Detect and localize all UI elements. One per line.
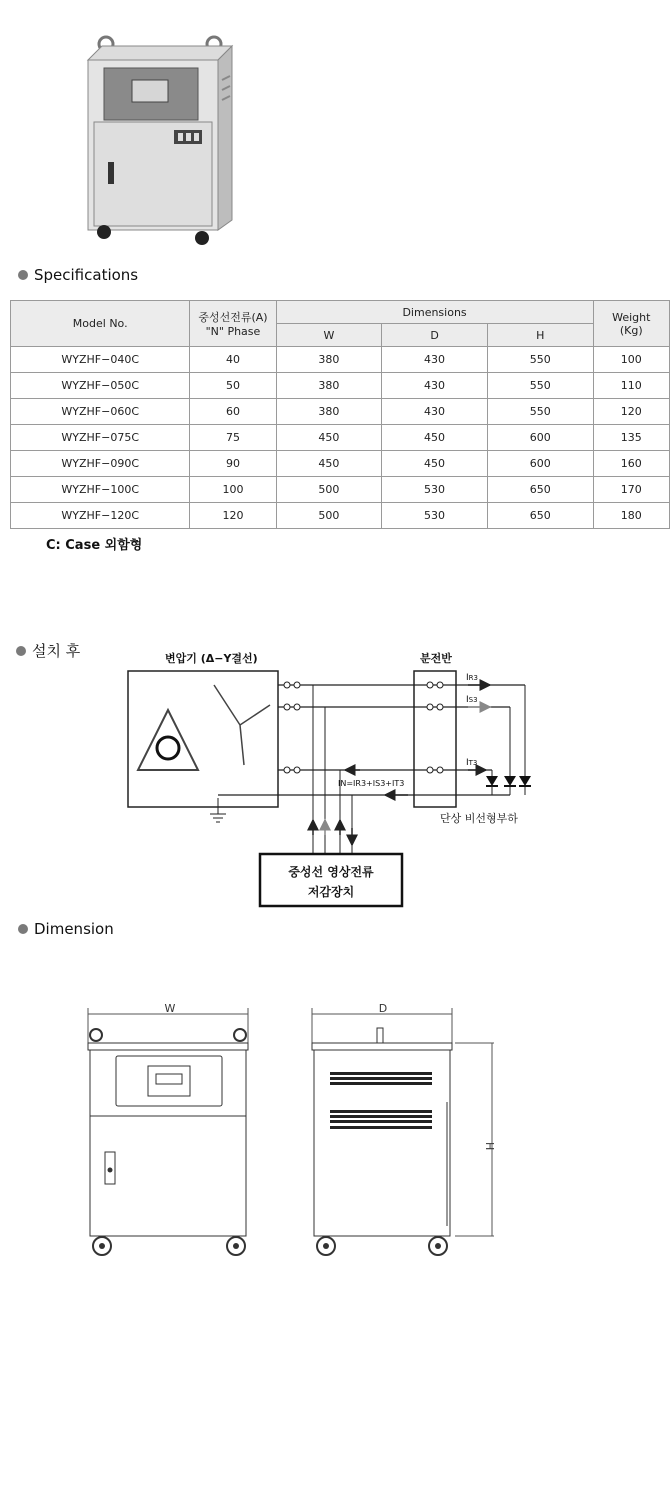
cell-weight: 120	[593, 399, 669, 425]
header-current	[190, 301, 276, 347]
depth-label: D	[378, 1002, 388, 1015]
ir3-label: IR3	[466, 673, 478, 683]
product-photo	[80, 30, 240, 250]
cell-current: 50	[190, 373, 276, 399]
cell-current: 90	[190, 451, 276, 477]
it3-label: IT3	[466, 758, 478, 768]
in-formula: IN=IR3+IS3+IT3	[338, 779, 405, 788]
cell-weight: 135	[593, 425, 669, 451]
is3-label: IS3	[466, 695, 478, 705]
cell-model: WYZHF−090C	[11, 451, 190, 477]
cell-current: 100	[190, 477, 276, 503]
table-row	[11, 503, 670, 529]
cell-w: 450	[276, 425, 382, 451]
header-weight-line1: Weight	[612, 310, 651, 324]
specifications-table	[10, 300, 670, 529]
cell-w: 380	[276, 347, 382, 373]
cell-current: 40	[190, 347, 276, 373]
cell-weight: 160	[593, 451, 669, 477]
table-row	[11, 399, 670, 425]
delta-symbol	[138, 710, 198, 770]
case-note: C: Case 외함형	[46, 538, 143, 553]
table-row	[11, 477, 670, 503]
cell-model: WYZHF−100C	[11, 477, 190, 503]
cell-d: 430	[382, 373, 488, 399]
cell-current: 75	[190, 425, 276, 451]
device-label-line1: 중성선 영상전류	[288, 865, 374, 879]
dimension-heading	[18, 920, 114, 938]
header-weight-line2: (Kg)	[619, 323, 643, 337]
dimension-drawing	[0, 990, 672, 1270]
header-dimensions: Dimensions	[276, 301, 593, 324]
wye-symbol	[214, 685, 270, 765]
panel-box	[414, 671, 456, 807]
breaker-icons	[284, 682, 443, 773]
cell-h: 600	[487, 451, 593, 477]
cell-model: WYZHF−060C	[11, 399, 190, 425]
cell-d: 530	[382, 477, 488, 503]
cell-current: 60	[190, 399, 276, 425]
table-row	[11, 451, 670, 477]
cell-w: 380	[276, 399, 382, 425]
cell-weight: 110	[593, 373, 669, 399]
side-view	[312, 1002, 496, 1255]
diode-icons	[486, 776, 531, 786]
cell-current: 120	[190, 503, 276, 529]
table-row	[11, 373, 670, 399]
bullet-icon	[18, 924, 28, 934]
device-label-line2: 저감장치	[307, 885, 355, 899]
cell-model: WYZHF−040C	[11, 347, 190, 373]
load-label: 단상 비선형부하	[440, 812, 518, 825]
width-label: W	[164, 1002, 176, 1015]
header-model: Model No.	[11, 301, 190, 347]
bullet-icon	[18, 270, 28, 280]
table-row	[11, 425, 670, 451]
cell-d: 430	[382, 399, 488, 425]
panel-label: 분전반	[420, 652, 452, 665]
cell-weight: 170	[593, 477, 669, 503]
specifications-title: Specifications	[34, 266, 139, 284]
header-weight	[593, 301, 669, 347]
installation-title: 설치 후	[32, 642, 81, 660]
wiring-diagram	[0, 640, 672, 920]
header-w: W	[276, 324, 382, 347]
transformer-box	[128, 671, 278, 807]
cell-weight: 180	[593, 503, 669, 529]
cell-h: 650	[487, 477, 593, 503]
cell-h: 550	[487, 399, 593, 425]
cell-w: 380	[276, 373, 382, 399]
cell-d: 450	[382, 451, 488, 477]
specifications-heading	[18, 266, 138, 284]
dimension-title: Dimension	[34, 920, 114, 938]
cell-d: 430	[382, 347, 488, 373]
cell-model: WYZHF−050C	[11, 373, 190, 399]
cell-w: 450	[276, 451, 382, 477]
front-view	[88, 1002, 248, 1255]
height-label: H	[483, 1142, 496, 1151]
cell-h: 550	[487, 373, 593, 399]
transformer-label: 변압기 (Δ−Y결선)	[165, 652, 258, 665]
cell-w: 500	[276, 477, 382, 503]
header-current-line2: "N" Phase	[205, 325, 261, 338]
header-d: D	[382, 324, 488, 347]
cell-h: 650	[487, 503, 593, 529]
cell-h: 550	[487, 347, 593, 373]
header-h: H	[487, 324, 593, 347]
cell-d: 450	[382, 425, 488, 451]
rotation-icon	[157, 737, 179, 759]
cell-h: 600	[487, 425, 593, 451]
cell-d: 530	[382, 503, 488, 529]
cell-model: WYZHF−075C	[11, 425, 190, 451]
cell-weight: 100	[593, 347, 669, 373]
cell-w: 500	[276, 503, 382, 529]
table-row	[11, 347, 670, 373]
header-current-line1: 중성선전류(A)	[198, 311, 268, 324]
cell-model: WYZHF−120C	[11, 503, 190, 529]
